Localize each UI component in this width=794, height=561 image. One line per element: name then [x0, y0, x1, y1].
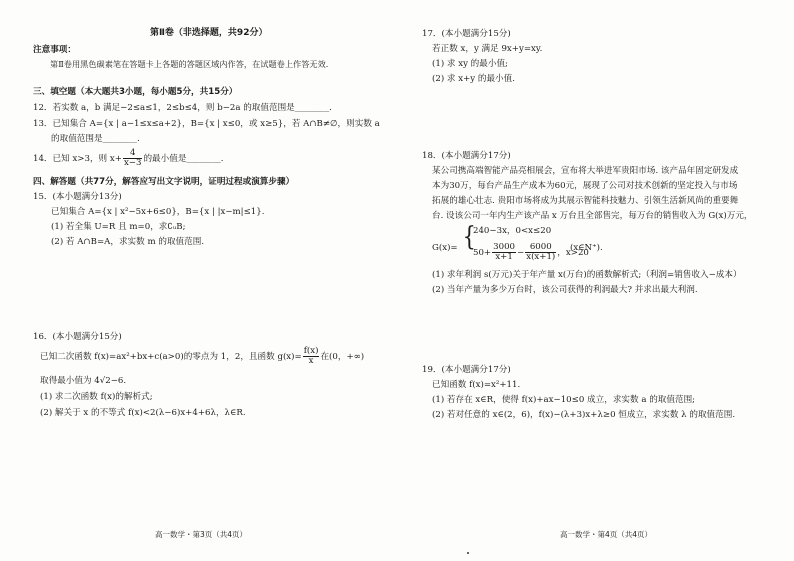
question-17-header: 17．(本小题满分15分) — [422, 29, 511, 39]
question-14-suffix: 的最小值是________. — [143, 154, 224, 165]
question-14-fraction — [123, 149, 143, 168]
question-16-stem-line-1 — [40, 347, 364, 366]
question-16-part-1: (1) 求二次函数 f(x)的解析式; — [40, 392, 153, 402]
notes-body: 第Ⅱ卷用黑色碳素笔在答题卡上各题的答题区域内作答，在试题卷上作答无效. — [50, 59, 329, 69]
question-12: 12．若实数 a，b 满足−2≤a≤1，2≤b≤4，则 b−2a 的取值范围是________. — [33, 103, 332, 113]
question-19-part-2: (2) 若对任意的 x∈(2，6)，f(x)−(λ+3)x+λ≥0 恒成立，求实数 λ 的取值范围. — [432, 410, 736, 420]
piecewise-fraction-2 — [525, 243, 556, 262]
question-18-stem-line-3: 拓展的雄心壮志. 贵阳市场将成为其展示智能科技魅力、引领生活新风尚的重要舞 — [432, 196, 739, 206]
piecewise-domain: (x∈N⁺). — [570, 243, 603, 253]
question-18-part-2: (2) 当年产量为多少万台时，该公司获得的利润最大? 并求出最大利润. — [432, 285, 698, 295]
piecewise-function-label: G(x)= — [432, 243, 458, 253]
piecewise-fraction-1-numerator: 3000 — [493, 242, 516, 252]
question-14 — [33, 149, 224, 168]
question-16-part-2: (2) 解关于 x 的不等式 f(x)<2(λ−6)x+4+6λ，λ∈R. — [40, 408, 246, 418]
question-16-header: 16．(本小题满分15分) — [33, 332, 122, 342]
question-13-line-2: 的取值范围是________. — [51, 134, 140, 144]
question-19-part-1: (1) 若存在 x∈R，使得 f(x)+ax−10≤0 成立，求实数 a 的取值范围; — [432, 395, 696, 405]
question-17-part-2: (2) 求 x+y 的最小值. — [432, 74, 515, 84]
question-16-stem-suffix: 在(0，+∞) — [320, 352, 365, 363]
question-17-stem: 若正数 x，y 满足 9x+y=xy. — [432, 44, 543, 54]
question-16-numerator: f(x) — [303, 346, 319, 356]
piecewise-fraction-1-denominator: x+1 — [495, 252, 513, 263]
section-title: 第Ⅱ卷（非选择题，共92分） — [150, 28, 268, 38]
question-17-part-1: (1) 求 xy 的最小值; — [432, 59, 508, 69]
question-19-stem: 已知函数 f(x)=x²+11. — [432, 380, 521, 390]
piecewise-fraction-2-numerator: 6000 — [525, 243, 556, 253]
question-18-part-1: (1) 求年利润 s(万元)关于年产量 x(万台)的函数解析式;（利润=销售收入−成本） — [432, 270, 742, 280]
question-14-numerator: 4 — [123, 149, 143, 159]
question-19-header: 19．(本小题满分17分) — [422, 365, 511, 375]
question-15-part-2: (2) 若 A∩B=A，求实数 m 的取值范围. — [51, 237, 205, 247]
exam-page-4 — [397, 0, 794, 561]
notes-title: 注意事项： — [33, 45, 76, 55]
piecewise-case-2-suffix: ，x>20 — [557, 248, 589, 259]
question-15-stem: 已知集合 A={x | x²−5x+6≤0}，B={x | |x−m|≤1}. — [51, 207, 265, 217]
question-16-stem-prefix: 已知二次函数 f(x)=ax²+bx+c(a>0)的零点为 1，2，且函数 g(x)= — [40, 352, 302, 363]
piecewise-fraction-2-denominator: x(x+1) — [526, 252, 556, 263]
question-14-prefix: 14．已知 x>3，则 x+ — [33, 154, 122, 165]
piecewise-brace: { — [462, 222, 476, 252]
piecewise-fraction-1 — [492, 243, 516, 262]
question-15-header: 15．(本小题满分13分) — [33, 192, 122, 202]
question-15-part-1: (1) 若全集 U=R 且 m=0，求∁ᵤB; — [51, 222, 186, 232]
question-18-header: 18．(本小题满分17分) — [422, 151, 511, 161]
piecewise-minus: − — [517, 248, 525, 259]
question-14-denominator: x−3 — [123, 158, 142, 169]
question-18-stem-line-2: 本为30万，每台产品生产成本为60元，展现了公司对技术创新的坚定投入与市场 — [432, 181, 738, 191]
piecewise-case-2-prefix: 50+ — [473, 248, 492, 259]
scan-speck — [467, 552, 469, 554]
question-18-stem-line-1: 某公司携高端智能产品亮相展会，宣布将大举进军贵阳市场. 该产品年固定研发成 — [432, 166, 739, 176]
answer-section-title: 四、解答题（共77分，解答应写出文字说明，证明过程或演算步骤） — [33, 177, 295, 187]
question-16-stem-line-2: 取得最小值为 4√2−6. — [40, 376, 127, 386]
fill-in-section-title: 三、填空题（本大题共3小题，每小题5分，共15分） — [33, 87, 238, 97]
question-18-stem-line-4: 台. 设该公司一年内生产该产品 x 万台且全部售完，每万台的销售收入为 G(x)万元， — [432, 211, 753, 221]
piecewise-case-1: 240−3x，0<x≤20 — [473, 226, 552, 236]
question-13-line-1: 13．已知集合 A={x | a−1≤x≤a+2}，B={x | x≤0，或 x≥5}，若 A∩B≠∅，则实数 a — [33, 119, 380, 129]
page-4-footer: 高一数学・第4页（共4页） — [560, 530, 653, 539]
page-3-footer: 高一数学・第3页（共4页） — [155, 530, 248, 539]
question-16-denominator: x — [308, 356, 314, 367]
question-16-fraction — [303, 347, 320, 366]
